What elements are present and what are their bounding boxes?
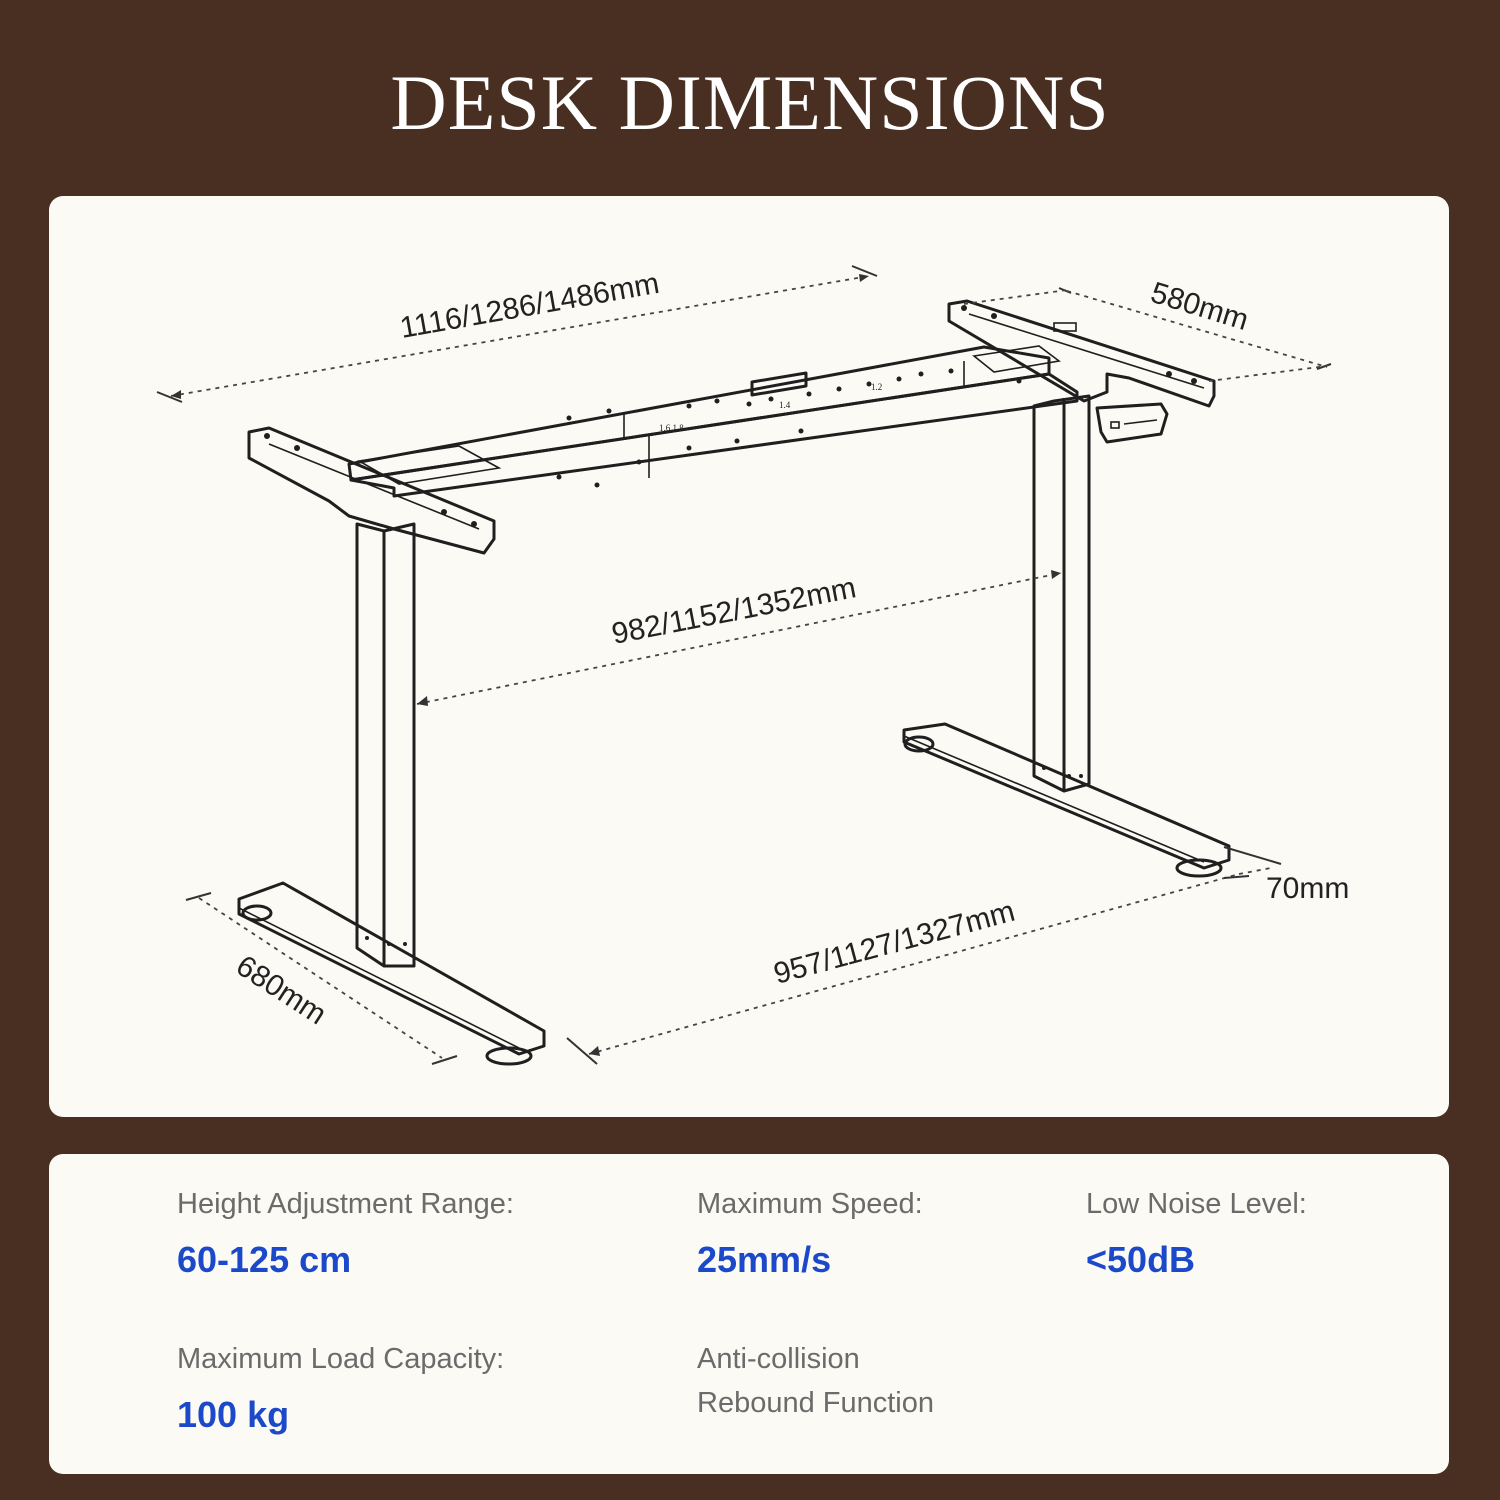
spec-label: Low Noise Level: bbox=[1086, 1188, 1307, 1220]
foot-height-label: 70mm bbox=[1266, 872, 1350, 905]
foot-depth-label: 680mm bbox=[230, 949, 333, 1032]
spec-max-speed bbox=[697, 1182, 923, 1282]
spec-value: 100 kg bbox=[177, 1394, 290, 1435]
page-title: DESK DIMENSIONS bbox=[390, 59, 1110, 146]
spec-noise-level bbox=[1086, 1182, 1307, 1282]
desk-frame-diagram bbox=[49, 196, 1449, 1117]
svg-text:1.2: 1.2 bbox=[871, 382, 883, 392]
top-crossbar bbox=[349, 346, 1077, 496]
spec-label: Rebound Function bbox=[697, 1387, 934, 1419]
inner-width-label: 982/1152/1352mm bbox=[609, 571, 859, 651]
frame-depth-label: 580mm bbox=[1146, 276, 1253, 337]
diagram-card bbox=[49, 196, 1449, 1117]
control-panel bbox=[1097, 404, 1167, 442]
spec-label: Height Adjustment Range: bbox=[177, 1188, 514, 1220]
left-leg bbox=[357, 524, 414, 966]
foot-width-label: 957/1127/1327mm bbox=[770, 894, 1019, 991]
spec-value: 25mm/s bbox=[697, 1239, 832, 1280]
spec-value: <50dB bbox=[1086, 1239, 1196, 1280]
spec-load-capacity bbox=[177, 1337, 504, 1437]
frame-width-label: 1116/1286/1486mm bbox=[397, 266, 662, 345]
svg-text:1.6 1.8: 1.6 1.8 bbox=[659, 423, 684, 433]
spec-height-range bbox=[177, 1182, 514, 1282]
spec-value: 60-125 cm bbox=[177, 1239, 352, 1280]
specs-card bbox=[49, 1154, 1449, 1474]
spec-label: Maximum Load Capacity: bbox=[177, 1343, 505, 1375]
svg-text:1.4: 1.4 bbox=[779, 400, 791, 410]
right-foot bbox=[904, 724, 1229, 876]
right-leg bbox=[1034, 396, 1089, 791]
spec-label: Anti-collision bbox=[697, 1343, 860, 1375]
spec-label: Maximum Speed: bbox=[697, 1188, 923, 1220]
spec-anti-collision bbox=[697, 1337, 934, 1425]
